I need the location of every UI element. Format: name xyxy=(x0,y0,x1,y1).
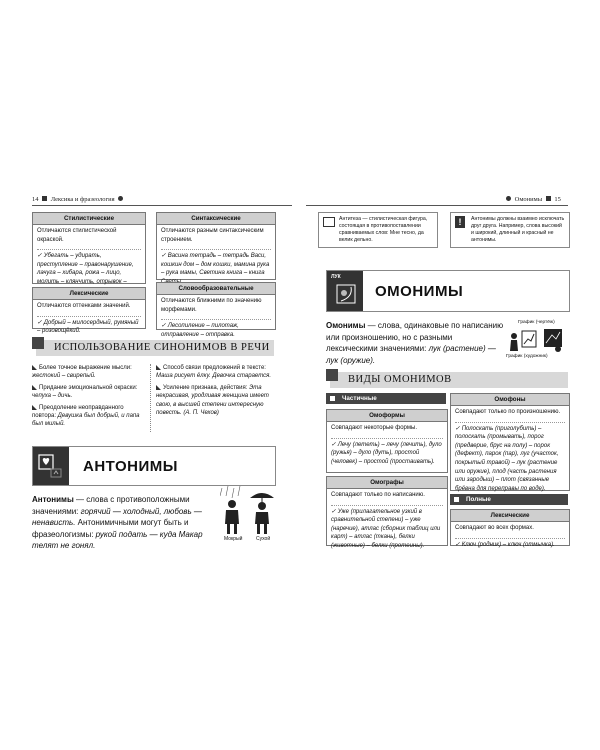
triangle-icon xyxy=(32,365,37,370)
box-desc: Совпадают только по произношению. xyxy=(455,409,561,415)
square-icon xyxy=(42,196,47,201)
box-title: Омографы xyxy=(327,477,447,489)
heart-icon xyxy=(33,447,69,485)
box-lexical xyxy=(32,287,146,335)
box-stylistic xyxy=(32,212,146,284)
header-line-right xyxy=(306,205,568,206)
column-divider xyxy=(150,364,151,432)
box-example: ✓ Убегать – удирать, преступление – правонарушение, лачуга – хибара, рожа – лицо, молить – клянчить, отрывок – xyxy=(37,253,134,285)
caption-wet: Мокрый xyxy=(224,536,243,542)
exclamation-icon: ! xyxy=(455,216,465,228)
box-desc: Отличаются оттенками значений. xyxy=(37,303,131,309)
box-title: Омофоны xyxy=(451,394,569,406)
header-right xyxy=(506,196,561,203)
header-title-left: Лексика и фразеология xyxy=(50,196,115,203)
box-omographs xyxy=(326,476,448,549)
box-desc: Отличаются стилистической окраской. xyxy=(37,228,117,243)
box-desc: Совпадают во всех формах. xyxy=(455,525,534,531)
square-icon xyxy=(546,196,551,201)
page-number-left: 14 xyxy=(32,196,39,203)
note-antitheza xyxy=(318,212,438,248)
box-desc: Отличаются разным синтаксическим строением. xyxy=(161,228,264,243)
box-example: ✓ Ключ (родник) – ключ (отмычка). xyxy=(455,541,555,548)
wet-dry-illustration xyxy=(220,486,276,544)
circle-icon xyxy=(118,196,123,201)
box-example: ✓ Уже (прилагательное узкий в сравнительной степени) – уже (наречие), атлас (сборник таблиц или карт) – атлас (ткань), белки (животные) – белки (протеины). xyxy=(331,508,441,549)
square-icon xyxy=(32,337,44,349)
box-syntactic xyxy=(156,212,276,280)
square-icon xyxy=(326,369,338,381)
omonyms-title: ОМОНИМЫ xyxy=(375,283,464,300)
section-synonym-usage xyxy=(36,340,274,356)
box-title: Словообразовательные xyxy=(157,283,275,295)
synonym-uses-col1 xyxy=(32,364,144,432)
section-kinds-of-omonyms xyxy=(330,372,568,388)
note-warning xyxy=(450,212,570,248)
use-item: Преодоление неоправданного повтора: Девушка был добрый, и папа был милый. xyxy=(32,404,140,428)
use-item: Придание эмоциональной окраски: чепуха – дичь. xyxy=(32,384,138,400)
circle-icon xyxy=(506,196,511,201)
section-title: ИСПОЛЬЗОВАНИЕ СИНОНИМОВ В РЕЧИ xyxy=(54,342,270,353)
box-example: ✓ Полоскать (приголубить) – полоскать (промывать), порог (предверие, брус на полу) – порок (дефект), парок (пар), луг (участок, покрытый травой) – лук (растение или оружие), плод (часть растения или зародыш) – плот (связанные брёвна для переправы по воде). xyxy=(455,425,559,492)
note-text: Антитеза — стилистическая фигура, состоящая в противопоставлении сравниваемых слов: Мне тесно, да велик дельно. xyxy=(339,216,428,243)
header-line-left xyxy=(32,205,292,206)
box-example: ✓ Лечу (лететь) – лечу (лечить), дуло (ружья) – дуло (дуть), простой (человек) – простой (простаивать). xyxy=(331,441,442,465)
antonyms-heading xyxy=(32,446,276,486)
graph-illustration xyxy=(506,320,570,360)
bow-icon xyxy=(327,271,363,311)
bar-full: Полные xyxy=(450,494,568,505)
triangle-icon xyxy=(156,365,161,370)
box-omophones xyxy=(450,393,570,491)
box-title: Омоформы xyxy=(327,410,447,422)
section-title: ВИДЫ ОМОНИМОВ xyxy=(348,374,452,385)
icon-label: ЛУК xyxy=(331,274,341,280)
synonym-uses-col2 xyxy=(156,364,274,420)
box-title: Лексические xyxy=(451,510,569,522)
omonyms-definition: Омонимы — слова, одинаковые по написанию или произношению, но с разными лексическими значениями: лук (растение) — лук (оружие). xyxy=(326,321,504,365)
antonyms-definition: Антонимы — слова с противоположными значениями: горячий — холодный, любовь — ненависть. Антонимичными могут быть и фразеологизмы: рукой подать — куда Макар телят не гонял. xyxy=(32,495,203,550)
square-icon xyxy=(454,497,459,502)
box-title: Синтаксические xyxy=(157,213,275,225)
box-wordformation xyxy=(156,282,276,338)
antonyms-title: АНТОНИМЫ xyxy=(83,458,178,475)
box-example: ✓ Лесопиление – пилотаж, отправление – отправка. xyxy=(161,323,239,338)
box-lexical-omonyms xyxy=(450,509,570,546)
triangle-icon xyxy=(32,385,37,390)
header-title-right: Омонимы xyxy=(514,196,543,203)
page-number-right: 15 xyxy=(554,196,561,203)
use-item: Способ связи предложений в тексте: Маша рисует ёлку. Девочка старается. xyxy=(156,365,271,380)
caption-graph2: График (художник) xyxy=(506,354,548,359)
use-item: Более точное выражение мысли: жестокий – свирепый. xyxy=(32,365,132,380)
box-desc: Совпадают некоторые формы. xyxy=(331,425,417,431)
monitor-icon xyxy=(323,217,335,227)
box-title: Стилистические xyxy=(33,213,145,225)
caption-dry: Сухой xyxy=(256,536,271,542)
box-desc: Совпадают только по написанию. xyxy=(331,492,425,498)
omonyms-heading xyxy=(326,270,570,312)
box-example: ✓ Васина тетрадь – тетрадь Васи, кошкин дом – дом кошки, мамина рука – рука мамы, Светина книга – книга xyxy=(161,253,270,277)
bar-partial: Частичные xyxy=(326,393,446,404)
box-omoforms xyxy=(326,409,448,473)
square-icon xyxy=(330,396,335,401)
note-text: Антонимы должны взаимно исключать друг друга. Например, слова высокий и широкий, длинный и красный не антонимы. xyxy=(471,216,565,243)
box-title: Лексические xyxy=(33,288,145,300)
box-desc: Отличаются ближними по значению морфемами. xyxy=(161,298,262,313)
use-item: Усиление признака, действия: Эта некрасивая, уродливая женщина имеет свою, в высшей степени интересную повесть. (А. П. Чехов) xyxy=(156,384,269,417)
triangle-icon xyxy=(156,385,161,390)
box-example: ✓ Добрый – милосердный, румяный – розовощёкий. xyxy=(37,319,139,335)
triangle-icon xyxy=(32,405,37,410)
header-left xyxy=(32,196,123,203)
caption-graph1: График (чертёж) xyxy=(518,320,555,325)
